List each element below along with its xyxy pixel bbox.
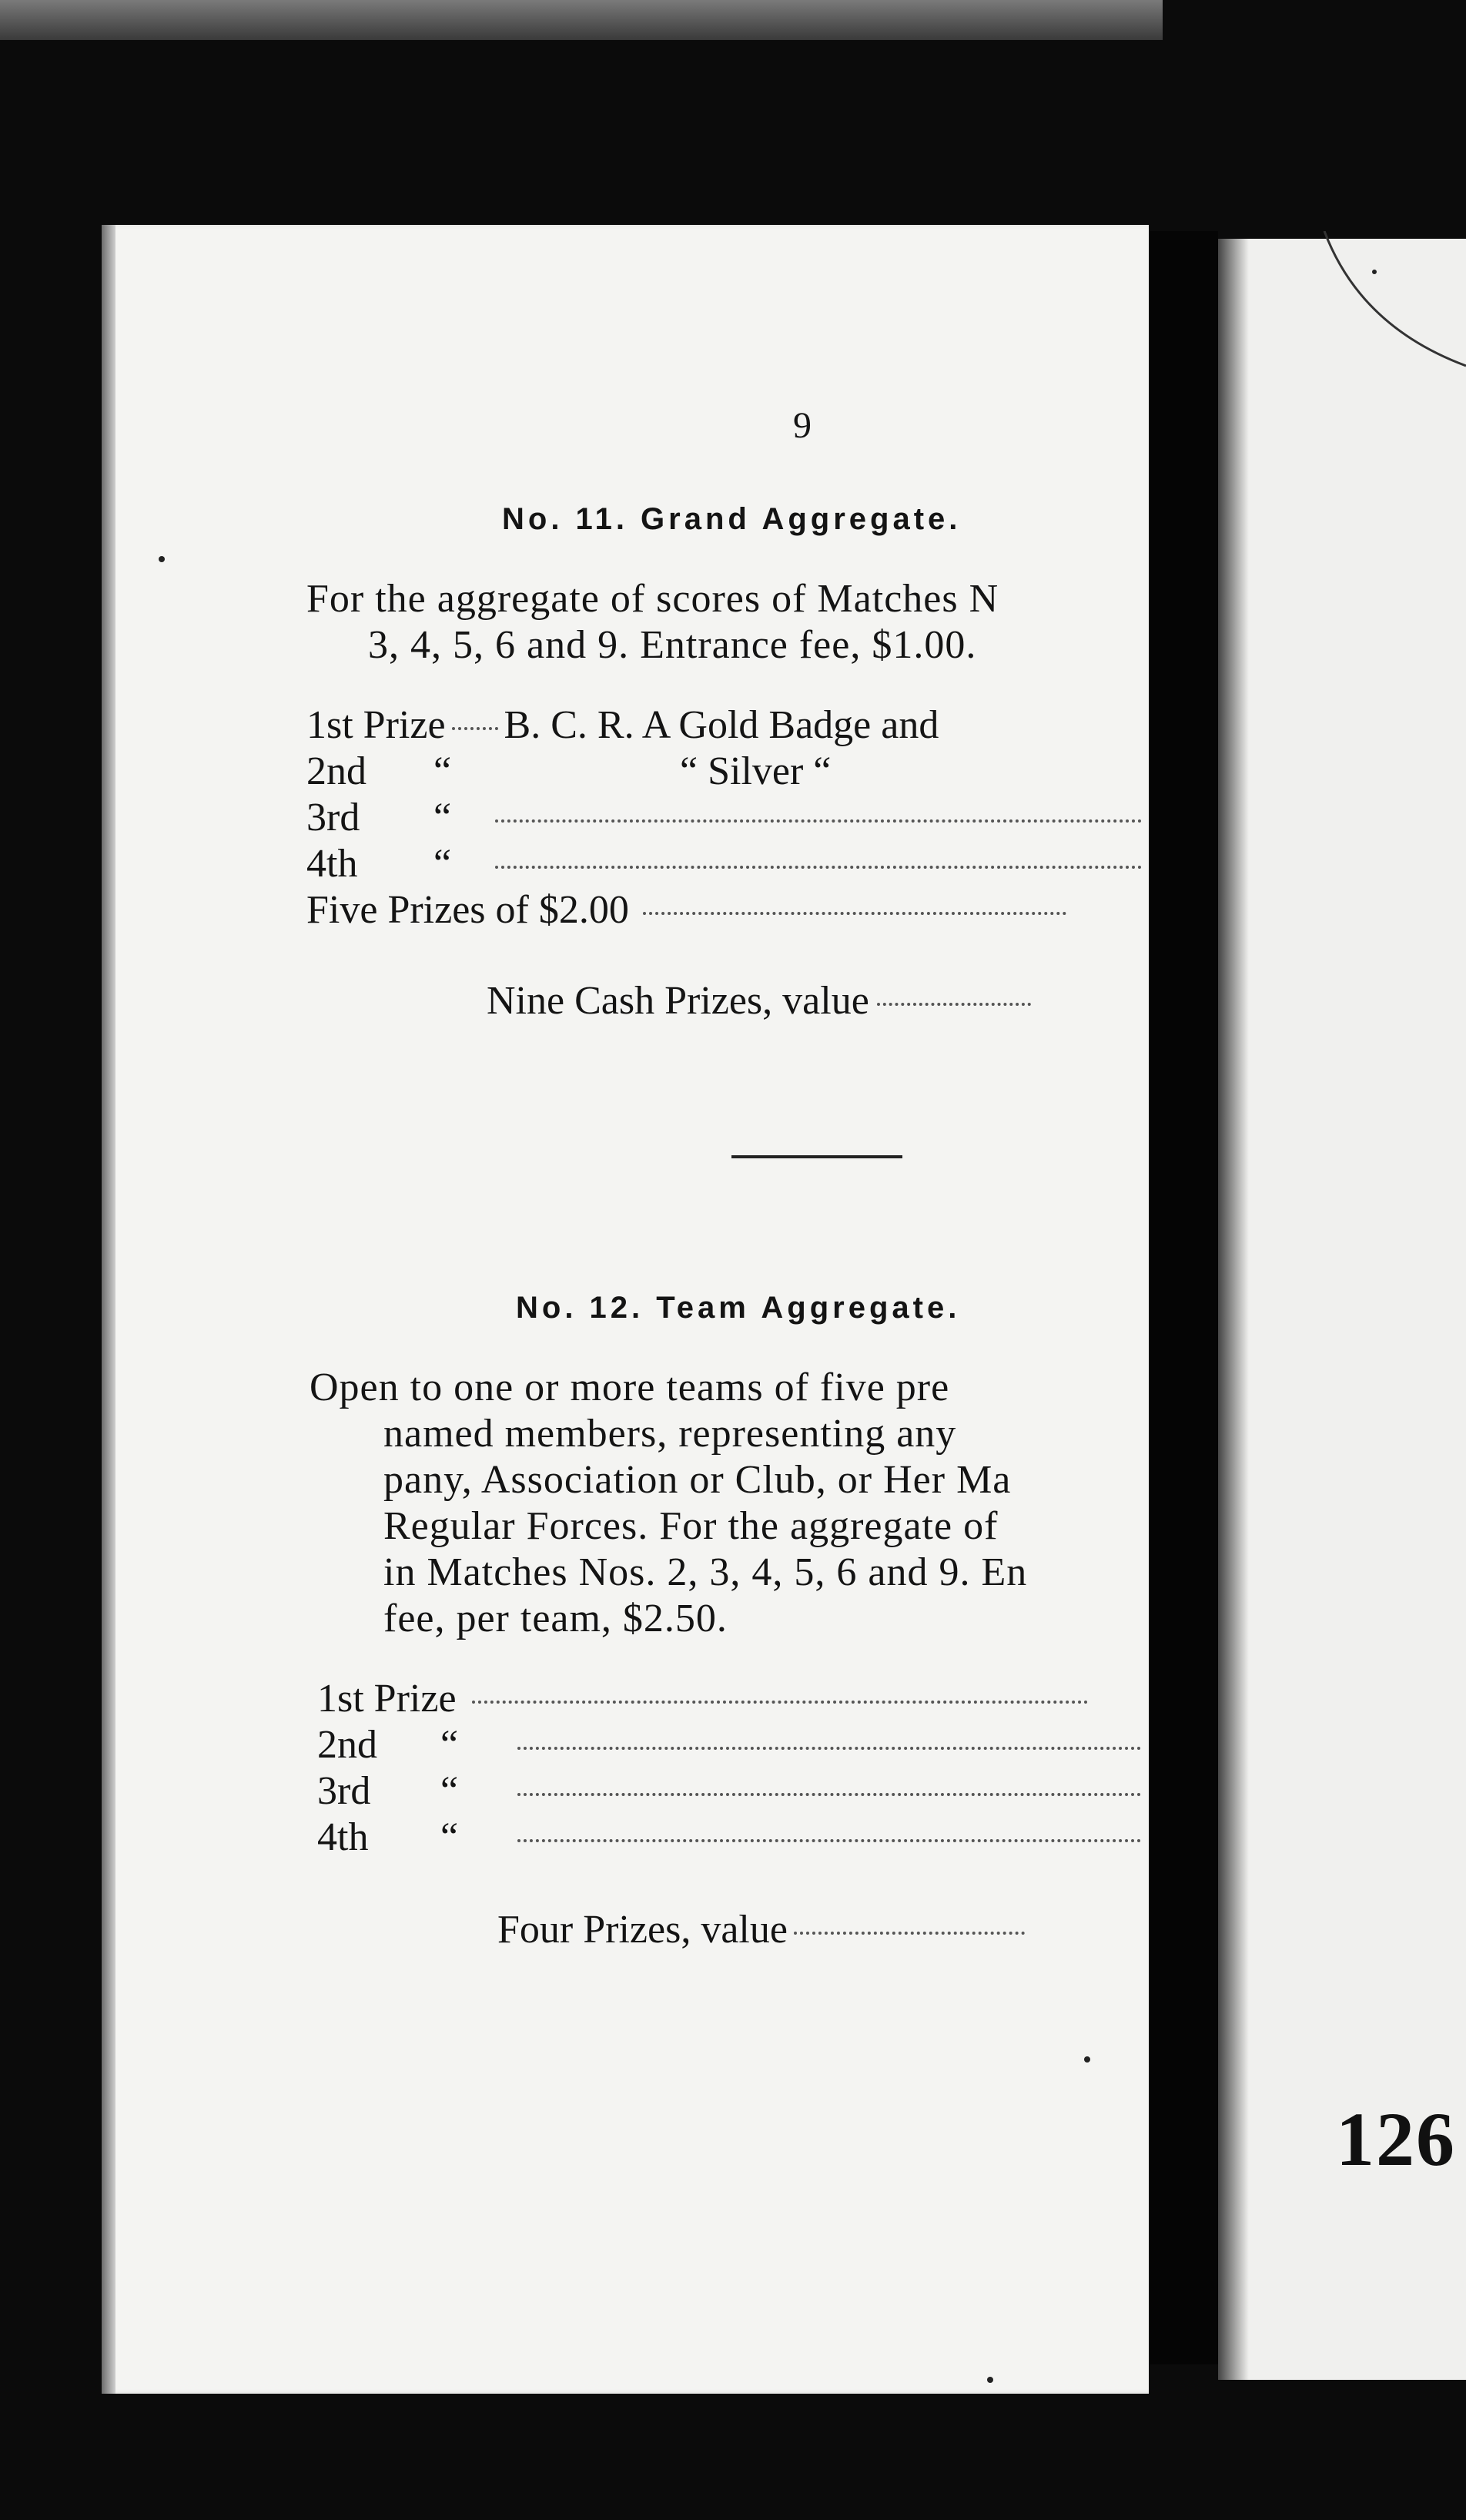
dot-leader [877,1003,1031,1006]
scan-background [0,0,1163,40]
dot-leader [794,1932,1025,1935]
section-12-prize-row [317,1815,1141,1860]
section-11-title: No. 11. Grand Aggregate. [502,502,962,536]
prize-place: 3rd [306,796,360,839]
section-11-desc-line-1: For the aggregate of scores of Matches N [306,577,999,621]
section-12-prize-row [317,1676,1088,1721]
section-divider [731,1155,902,1158]
ditto-mark: “ [433,842,452,886]
section-11-prize-row [306,795,1142,840]
prize-place: 1st Prize [306,703,446,747]
section-12-title: No. 12. Team Aggregate. [516,1291,961,1325]
prize-place: 2nd [317,1723,377,1767]
prize-place: 2nd [306,749,366,793]
dot-leader [643,912,1066,915]
prize-detail: B. C. R. A Gold Badge and [504,703,939,747]
ditto-mark: “ [440,1769,459,1813]
dot-leader [495,819,1142,823]
section-12-desc-line: pany, Association or Club, or Her Ma [383,1458,1012,1502]
summary-text: Nine Cash Prizes, value [487,979,869,1023]
page-number: 9 [793,405,812,446]
next-page-edge [1218,239,1249,2380]
dot-leader [472,1701,1088,1704]
section-11-desc-line-2: 3, 4, 5, 6 and 9. Entrance fee, $1.00. [368,623,977,667]
ditto-mark: “ [433,796,452,839]
dot-leader [517,1747,1141,1750]
section-12-desc-line: in Matches Nos. 2, 3, 4, 5, 6 and 9. En [383,1550,1028,1594]
dot-leader [495,866,1142,869]
scan-speck [987,2377,993,2383]
page-spine [102,225,115,2394]
section-12-desc-line: Open to one or more teams of five pre [310,1366,950,1409]
scan-speck [159,556,165,562]
prize-place: 3rd [317,1769,371,1813]
section-12-prize-row [317,1768,1141,1814]
summary-text: Four Prizes, value [497,1908,788,1952]
section-11-prize-row [306,702,1149,748]
section-12-desc-line: fee, per team, $2.50. [383,1597,728,1640]
section-12-desc-line: Regular Forces. For the aggregate of [383,1504,999,1548]
ditto-mark: “ [440,1815,459,1859]
section-12-prize-row [317,1722,1141,1768]
prize-place: 4th [306,842,358,886]
scan-speck [1084,2056,1090,2063]
prize-place: Five Prizes of $2.00 [306,888,629,932]
dot-leader [452,727,498,730]
ditto-mark: “ [433,749,452,793]
section-11-prize-row [306,887,1066,933]
prize-detail: “ Silver “ [680,749,832,793]
section-12-summary [497,1907,1025,1952]
prize-place: 4th [317,1815,369,1859]
section-11-prize-row [306,841,1142,886]
section-11-summary [487,978,1031,1024]
section-12-desc-line: named members, representing any [383,1412,957,1456]
prize-place: 1st Prize [317,1677,457,1721]
ditto-mark: “ [440,1723,459,1767]
scan-speck [1372,270,1377,274]
page-curl-line [1309,231,1466,385]
book-gutter [1149,231,1218,2364]
next-page-number: 126 [1336,2096,1456,2182]
next-book-page [1218,239,1466,2380]
dot-leader [517,1793,1141,1796]
dot-leader [517,1839,1141,1842]
section-11-prize-row [306,749,1149,794]
